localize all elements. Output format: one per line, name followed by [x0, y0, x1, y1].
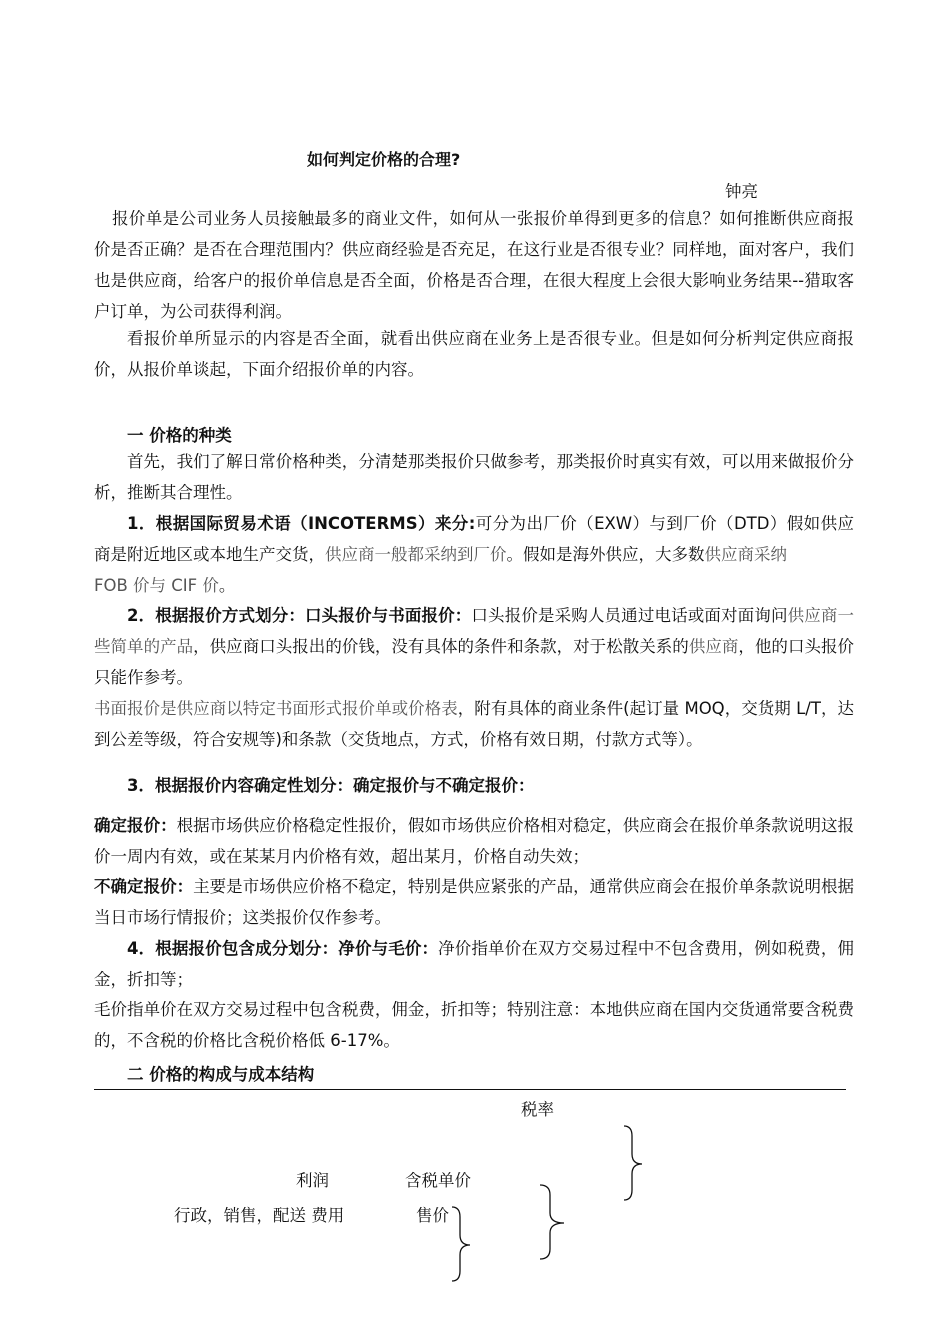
intro-paragraph-1: 报价单是公司业务人员接触最多的商业文件，如何从一张报价单得到更多的信息？如何推断供应商报价是否正确？是否在合理范围内？供应商经验是否充足，在这行业是否很专业？同样地，面对客户，我们也是供应商，给客户的报价单信息是否全面，价格是否合理，在很大程度上会很大影响业务结果--猎取客户订单，为公司获得利润。: [94, 209, 854, 321]
item-2-text-a: 口头报价是采购人员通过电话或面对面询问: [471, 606, 788, 625]
item-1-text-c: 。假如是海外供应，大多数: [506, 545, 705, 564]
item-2-text-e: ，他的口头报价只能作参考。: [94, 637, 855, 687]
written-quote-c: ，附有具体的商业条件(起订量 MOQ，交货期 L/T，达到公差等级，符合安规等)和条款（交货地点，方式，价格有效日期，付款方式等）。: [94, 699, 855, 749]
section-1-heading: 一 价格的种类: [127, 426, 232, 445]
unfixed-quote-label: 不确定报价：: [94, 877, 194, 896]
gross-price-paragraph: 毛价指单价在双方交易过程中包含税费，佣金，折扣等；特别注意：本地供应商在国内交货通常要含税费的，不含税的价格比含税价格低 6-17%。: [94, 1000, 854, 1050]
unit-price-brace-icon: [534, 1183, 570, 1263]
item-2-text-c: ，供应商口头报出的价钱，没有具体的条件和条款，对于松散关系的: [193, 637, 689, 656]
item-1-text-e: FOB 价与 CIF 价: [94, 576, 219, 595]
fixed-quote-text: 根据市场供应价格稳定性报价，假如市场供应价格相对稳定，供应商会在报价单条款说明这报价一周内有效，或在某某月内价格有效，超出某月，价格自动失效；: [94, 816, 855, 866]
item-1-text-a: 可分为出厂价（EXW）与到厂价（DTD）假如供应商是附近地区或本地生产交货，: [94, 514, 854, 564]
sale-price-brace-icon: [448, 1205, 478, 1285]
written-quote-a: 书面报价是: [94, 699, 177, 718]
admin-cost-label: 行政，销售，配送 费用: [174, 1206, 345, 1225]
item-4-text: 净价指单价在双方交易过程中不包含费用，例如税费，佣金，折扣等；: [94, 939, 854, 989]
item-2-paragraph: [94, 600, 854, 693]
section-divider: [94, 1089, 846, 1090]
item-1-paragraph: [94, 508, 854, 601]
fixed-quote-label: 确定报价：: [94, 816, 177, 835]
author: 钟亮: [725, 182, 758, 201]
item-1-text-b: 供应商一般都采纳到厂价: [325, 545, 507, 564]
sale-price-label: 售价: [416, 1206, 449, 1225]
intro-paragraph-2: 看报价单所显示的内容是否全面，就看出供应商在业务上是否很专业。但是如何分析判定供应商报价，从报价单谈起，下面介绍报价单的内容。: [94, 329, 854, 379]
item-1-text-f: 。: [218, 576, 236, 595]
page-title: 如何判定价格的合理?: [307, 150, 461, 169]
item-4-paragraph: [94, 933, 854, 995]
item-3-label: 3．根据报价内容确定性划分：确定报价与不确定报价：: [127, 776, 535, 795]
item-4-label: 4．根据报价包含成分划分：净价与毛价：: [127, 939, 439, 958]
unfixed-quote-paragraph: [94, 871, 854, 933]
written-quote-paragraph: [94, 693, 854, 755]
tax-brace-icon: [618, 1124, 648, 1204]
item-1-label: 1．根据国际贸易术语（INCOTERMS）来分:: [127, 514, 476, 533]
item-2-label: 2．根据报价方式划分：口头报价与书面报价：: [127, 606, 472, 625]
unfixed-quote-text: 主要是市场供应价格不稳定，特别是供应紧张的产品，通常供应商会在报价单条款说明根据当日市场行情报价；这类报价仅作参考。: [94, 877, 855, 927]
written-quote-b: 供应商以特定书面形式报价单或价格表: [176, 699, 458, 718]
tax-rate-label: 税率: [521, 1100, 554, 1119]
fixed-quote-paragraph: [94, 810, 854, 872]
profit-label: 利润: [296, 1171, 329, 1190]
item-1-text-d: 供应商采纳: [704, 545, 787, 564]
section-2-heading: 二 价格的构成与成本结构: [127, 1065, 315, 1084]
unit-price-with-tax-label: 含税单价: [405, 1171, 471, 1190]
item-2-text-d: 供应商: [688, 637, 739, 656]
item-2-text-b: 供应商一些简单的产品: [94, 606, 855, 656]
section-1-intro: 首先，我们了解日常价格种类，分清楚那类报价只做参考，那类报价时真实有效，可以用来做报价分析，推断其合理性。: [94, 452, 854, 502]
